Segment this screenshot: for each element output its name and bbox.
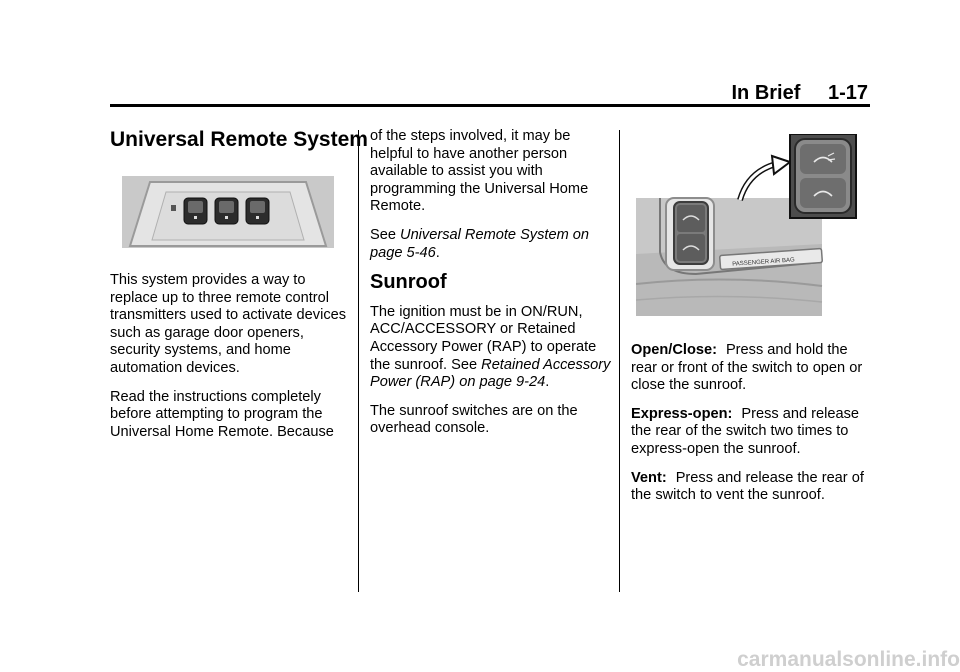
- definition-item: [631, 406, 871, 459]
- definition-term: Open/Close:: [631, 342, 717, 358]
- definition-term: Express-open:: [631, 405, 733, 422]
- definition-text: Press and hold the rear or front of the switch to open or close the sunroof.: [631, 342, 863, 394]
- sunroof-switch-illustration: [636, 134, 858, 316]
- definition-item: [631, 470, 871, 505]
- middle-column: [370, 128, 612, 449]
- paragraph: This system provides a way to replace up to three remote control transmitters used to activate devices such as garage door openers, security systems, and home automation devices.: [110, 272, 347, 376]
- definition-item: [631, 342, 871, 395]
- column-divider-1: [358, 130, 359, 592]
- header-rule: [110, 104, 870, 107]
- section-title: In Brief: [731, 82, 801, 104]
- cross-reference-link[interactable]: Universal Remote System on page 5-46: [370, 226, 590, 261]
- watermark: carmanualsonline.info: [737, 648, 960, 671]
- remote-button-3: [246, 198, 269, 224]
- heading-universal-remote: Universal Remote System: [110, 128, 368, 151]
- see-reference: See Universal Remote System on page 5-46.: [370, 226, 590, 261]
- cross-reference-link[interactable]: Retained Accessory Power (RAP) on page 9-24: [370, 356, 611, 391]
- definition-text: Press and release the rear of the switch to vent the sunroof.: [631, 469, 864, 504]
- universal-remote-illustration: [122, 176, 334, 248]
- paragraph: Read the instructions completely before attempting to program the Universal Home Remote. Because: [110, 388, 334, 440]
- remote-button-1: [184, 198, 207, 224]
- definition-text: Press and release the rear of the switch two times to express-open the sunroof.: [631, 405, 860, 457]
- paragraph: The sunroof switches are on the overhead console.: [370, 402, 578, 437]
- right-column: [631, 342, 871, 516]
- heading-sunroof: Sunroof: [370, 271, 447, 294]
- page-header: [732, 82, 869, 105]
- passenger-airbag-label: PASSENGER AIR BAG: [732, 257, 795, 268]
- left-column: [110, 272, 350, 452]
- paragraph: The ignition must be in ON/RUN, ACC/ACCESSORY or Retained Accessory Power (RAP) to operate the sunroof. See Retained Accessory Power (RAP) on page 9-24.: [370, 303, 611, 391]
- page-number: 1-17: [827, 82, 868, 104]
- definition-term: Vent:: [631, 469, 667, 486]
- column-divider-2: [619, 130, 620, 592]
- remote-button-2: [215, 198, 238, 224]
- paragraph: of the steps involved, it may be helpful to have another person available to assist you with programming the Universal Home Remote.: [370, 128, 589, 215]
